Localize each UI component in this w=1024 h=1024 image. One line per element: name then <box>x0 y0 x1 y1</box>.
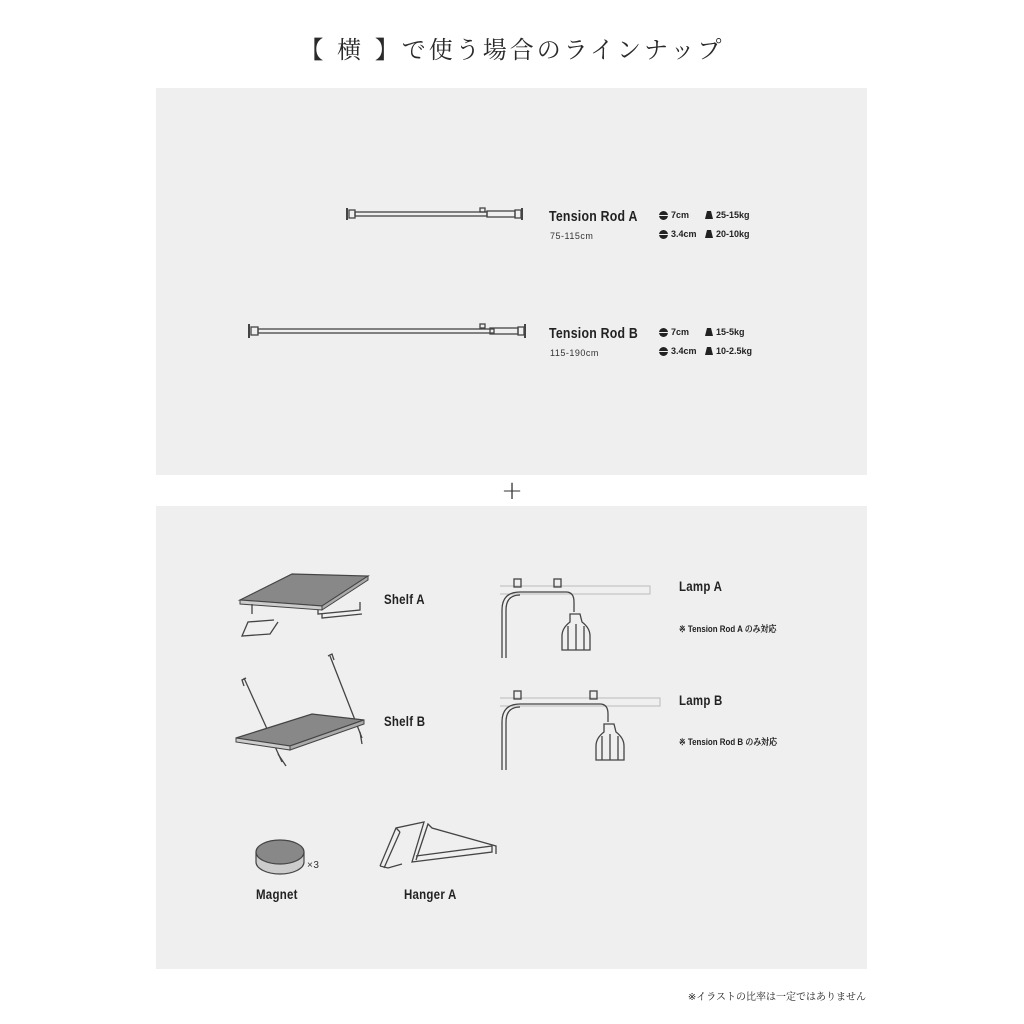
rod-b-name: Tension Rod B <box>549 325 639 342</box>
rod-a-name: Tension Rod A <box>549 208 638 225</box>
shelf-a-illustration <box>234 570 374 645</box>
tension-rod-a-illustration <box>340 200 530 230</box>
scale-footnote: ※イラストの比率は一定ではありません <box>687 992 866 1003</box>
lamp-a-note: ※ Tension Rod A のみ対応 <box>679 624 777 634</box>
diameter-icon <box>659 230 668 239</box>
lamp-b-note: ※ Tension Rod B のみ対応 <box>679 737 778 747</box>
magnet-label: Magnet <box>256 886 298 902</box>
rod-b-range: 115-190cm <box>550 348 599 358</box>
shelf-b-label: Shelf B <box>384 713 426 729</box>
diameter-icon <box>659 347 668 356</box>
rod-b-spec1-load: 15-5kg <box>705 327 745 337</box>
plus-sign: + <box>501 476 523 506</box>
shelf-a-label: Shelf A <box>384 591 425 607</box>
lamp-a-label: Lamp A <box>679 578 723 594</box>
lamp-b-illustration <box>494 686 664 772</box>
magnet-quantity: ×3 <box>307 860 320 871</box>
rod-a-spec2-load: 20-10kg <box>705 229 750 239</box>
hanger-a-label: Hanger A <box>404 886 457 902</box>
weight-icon <box>705 328 713 336</box>
shelf-b-illustration <box>232 650 372 772</box>
rod-a-spec2-size: 3.4cm <box>659 229 697 239</box>
tension-rod-b-illustration <box>246 318 536 348</box>
tension-rod-panel <box>156 88 867 475</box>
rod-b-spec1-size: 7cm <box>659 327 689 337</box>
hanger-a-illustration <box>374 816 500 872</box>
rod-a-range: 75-115cm <box>550 231 594 241</box>
rod-b-spec2-load: 10-2.5kg <box>705 346 752 356</box>
weight-icon <box>705 347 713 355</box>
rod-a-spec1-size: 7cm <box>659 210 689 220</box>
lamp-a-illustration <box>494 574 654 660</box>
weight-icon <box>705 211 713 219</box>
page-title: 【 横 】で使う場合のラインナップ <box>299 36 725 64</box>
rod-a-spec1-load: 25-15kg <box>705 210 750 220</box>
diameter-icon <box>659 211 668 220</box>
weight-icon <box>705 230 713 238</box>
rod-b-spec2-size: 3.4cm <box>659 346 697 356</box>
lamp-b-label: Lamp B <box>679 692 723 708</box>
magnet-illustration <box>250 834 310 878</box>
diameter-icon <box>659 328 668 337</box>
